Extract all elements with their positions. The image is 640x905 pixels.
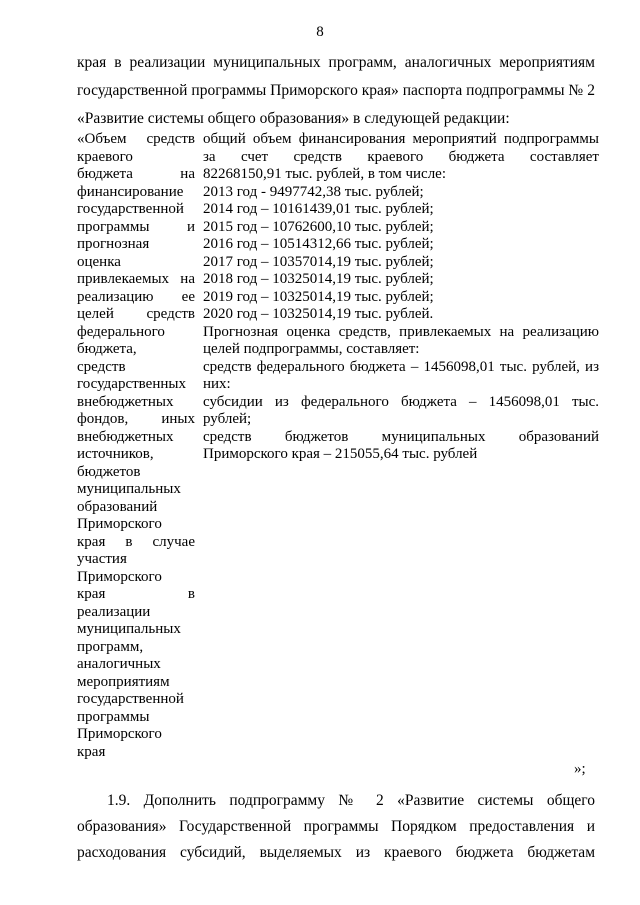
label-line: оценка [77, 253, 121, 270]
value-line: них: [203, 376, 231, 392]
label-line: Приморского [77, 516, 162, 532]
item-1-9-paragraph [77, 788, 595, 866]
label-line: края [77, 743, 106, 760]
label-line: участия [77, 551, 127, 567]
label-line: средств [77, 358, 126, 375]
body-line: образования» Государственной программы Порядком предоставления и [77, 818, 595, 835]
label-line: краевого [77, 148, 133, 165]
value-line: 2017 год – 10357014,19 тыс. рублей; [203, 253, 434, 270]
label-line: программы и [77, 218, 195, 235]
value-line: 2015 год – 10762600,10 тыс. рублей; [203, 218, 434, 235]
value-line: Приморского края – 215055,64 тыс. рублей [203, 446, 478, 462]
label-line: аналогичных [77, 656, 161, 672]
value-line: 2013 год - 9497742,38 тыс. рублей; [203, 183, 424, 200]
label-line: края в [77, 586, 195, 602]
label-line: «Объем средств [77, 131, 195, 147]
label-line: государственной [77, 201, 184, 217]
label-line: края в случае [77, 533, 195, 550]
label-line: реализации [77, 603, 151, 620]
value-line: Прогнозная оценка средств, привлекаемых на реализацию [203, 323, 599, 340]
value-line: за счет средств краевого бюджета составляет [203, 148, 599, 165]
label-line: мероприятиям [77, 673, 170, 690]
value-line: 2018 год – 10325014,19 тыс. рублей; [203, 271, 434, 287]
label-line: программы [77, 708, 150, 725]
label-line: реализацию ее [77, 288, 195, 305]
label-line: финансирование [77, 183, 184, 200]
label-line: государственных [77, 376, 186, 392]
label-line: целей средств [77, 306, 195, 322]
label-line: Приморского [77, 726, 162, 742]
value-line: общий объем финансирования мероприятий подпрограммы [203, 131, 599, 147]
label-line: муниципальных [77, 481, 181, 497]
value-line: рублей; [203, 411, 252, 427]
value-line: 2016 год – 10514312,66 тыс. рублей; [203, 236, 434, 252]
intro-line: «Развитие системы общего образования» в следующей редакции: [77, 110, 510, 127]
value-line: 2020 год – 10325014,19 тыс. рублей. [203, 306, 434, 322]
value-line: 2014 год – 10161439,01 тыс. рублей; [203, 201, 434, 217]
table-value-column [203, 131, 599, 464]
value-line: субсидии из федерального бюджета – 1456098,01 тыс. [203, 393, 599, 410]
label-line: источников, [77, 446, 154, 462]
label-line: муниципальных [77, 621, 181, 637]
label-line: федерального [77, 323, 165, 340]
label-line: бюджета на [77, 166, 195, 182]
label-line: программ, [77, 638, 144, 655]
label-line: прогнозная [77, 236, 150, 252]
value-line: средств федерального бюджета – 1456098,01 тыс. рублей, из [203, 358, 599, 375]
value-line: 82268150,91 тыс. рублей, в том числе: [203, 166, 447, 182]
label-line: государственной [77, 691, 184, 707]
value-line: средств бюджетов муниципальных образований [203, 428, 599, 445]
label-line: образований [77, 498, 158, 515]
intro-line: края в реализации муниципальных программ, аналогичных мероприятиям [77, 54, 595, 71]
value-line: 2019 год – 10325014,19 тыс. рублей; [203, 288, 434, 305]
table-label-column [77, 131, 195, 761]
label-line: внебюджетных [77, 393, 174, 410]
intro-line: государственной программы Приморского края» паспорта подпрограммы № 2 [77, 82, 595, 99]
value-line: целей подпрограммы, составляет: [203, 341, 420, 357]
page-number: 8 [316, 24, 324, 40]
body-line: 1.9. Дополнить подпрограмму № 2 «Развитие системы общего [107, 792, 595, 809]
closing-mark: »; [574, 761, 586, 777]
label-line: бюджета, [77, 341, 137, 357]
label-line: бюджетов [77, 463, 141, 480]
label-line: привлекаемых на [77, 271, 195, 287]
label-line: фондов, иных [77, 411, 195, 427]
label-line: внебюджетных [77, 428, 174, 445]
intro-paragraph [77, 52, 595, 130]
body-line: расходования субсидий, выделяемых из краевого бюджета бюджетам [77, 844, 595, 861]
label-line: Приморского [77, 568, 162, 585]
